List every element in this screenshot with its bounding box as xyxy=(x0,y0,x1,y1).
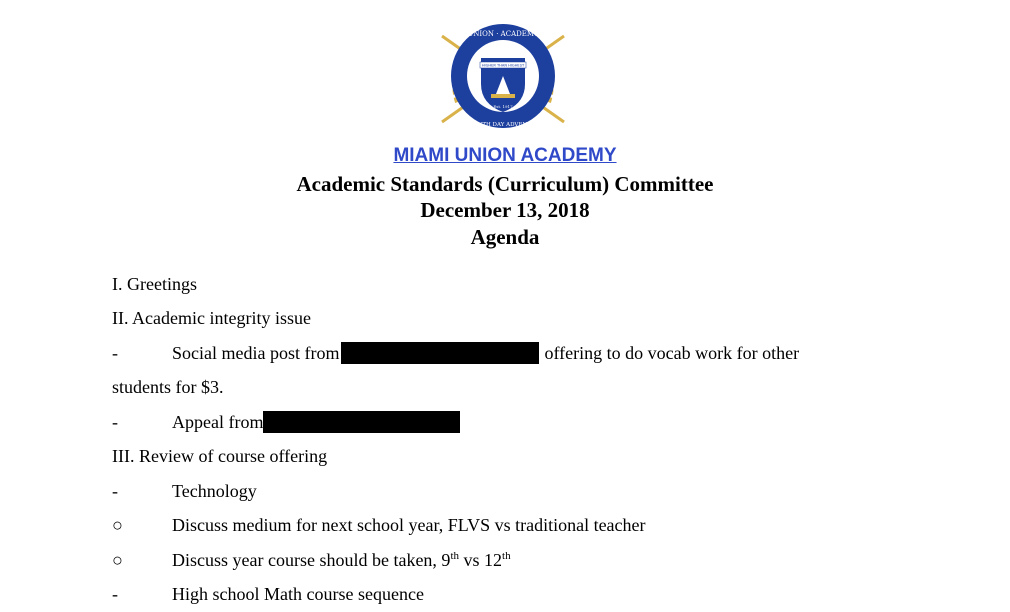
organization-link[interactable]: MIAMI UNION ACADEMY xyxy=(393,145,617,166)
dash-bullet: - xyxy=(112,412,118,432)
social-media-suffix: offering to do vocab work for other xyxy=(544,343,800,363)
meeting-date: December 13, 2018 xyxy=(420,198,590,222)
dash-bullet: - xyxy=(112,481,118,501)
academy-seal-logo xyxy=(436,22,570,134)
redacted-block xyxy=(263,411,460,433)
section-academic-integrity: II. Academic integrity issue xyxy=(112,308,311,328)
svg-text:UNION · ACADEMY: UNION · ACADEMY xyxy=(467,30,539,38)
svg-text:SEVENTH DAY ADVENTISTS: SEVENTH DAY ADVENTISTS xyxy=(461,122,545,128)
list-item-social-media xyxy=(172,342,799,364)
svg-text:Est. 1917: Est. 1917 xyxy=(493,104,513,109)
document-type: Agenda xyxy=(470,225,540,249)
list-item-appeal xyxy=(172,411,460,433)
dash-bullet: - xyxy=(112,343,118,363)
committee-title: Academic Standards (Curriculum) Committee xyxy=(296,172,714,196)
sublist-item-year xyxy=(172,549,511,571)
year-text-prefix: Discuss year course should be taken, 9 xyxy=(172,550,451,570)
superscript-th: th xyxy=(450,550,459,562)
list-item-technology: Technology xyxy=(172,481,257,501)
svg-text:HIGHER THAN HIGHEST: HIGHER THAN HIGHEST xyxy=(481,63,525,68)
book-shape xyxy=(491,94,515,98)
social-media-continuation: students for $3. xyxy=(112,377,224,397)
social-media-prefix: Social media post from xyxy=(172,343,340,363)
appeal-prefix: Appeal from xyxy=(172,412,264,432)
dash-bullet: - xyxy=(112,584,118,604)
circle-bullet: ○ xyxy=(112,515,123,535)
section-course-review: III. Review of course offering xyxy=(112,446,328,466)
superscript-th: th xyxy=(502,550,511,562)
sublist-item-medium: Discuss medium for next school year, FLVS vs traditional teacher xyxy=(172,515,646,535)
redacted-block xyxy=(341,342,539,364)
year-text-mid: vs 12 xyxy=(459,550,503,570)
section-greetings: I. Greetings xyxy=(112,274,197,294)
circle-bullet: ○ xyxy=(112,550,123,570)
list-item-math: High school Math course sequence xyxy=(172,584,424,604)
